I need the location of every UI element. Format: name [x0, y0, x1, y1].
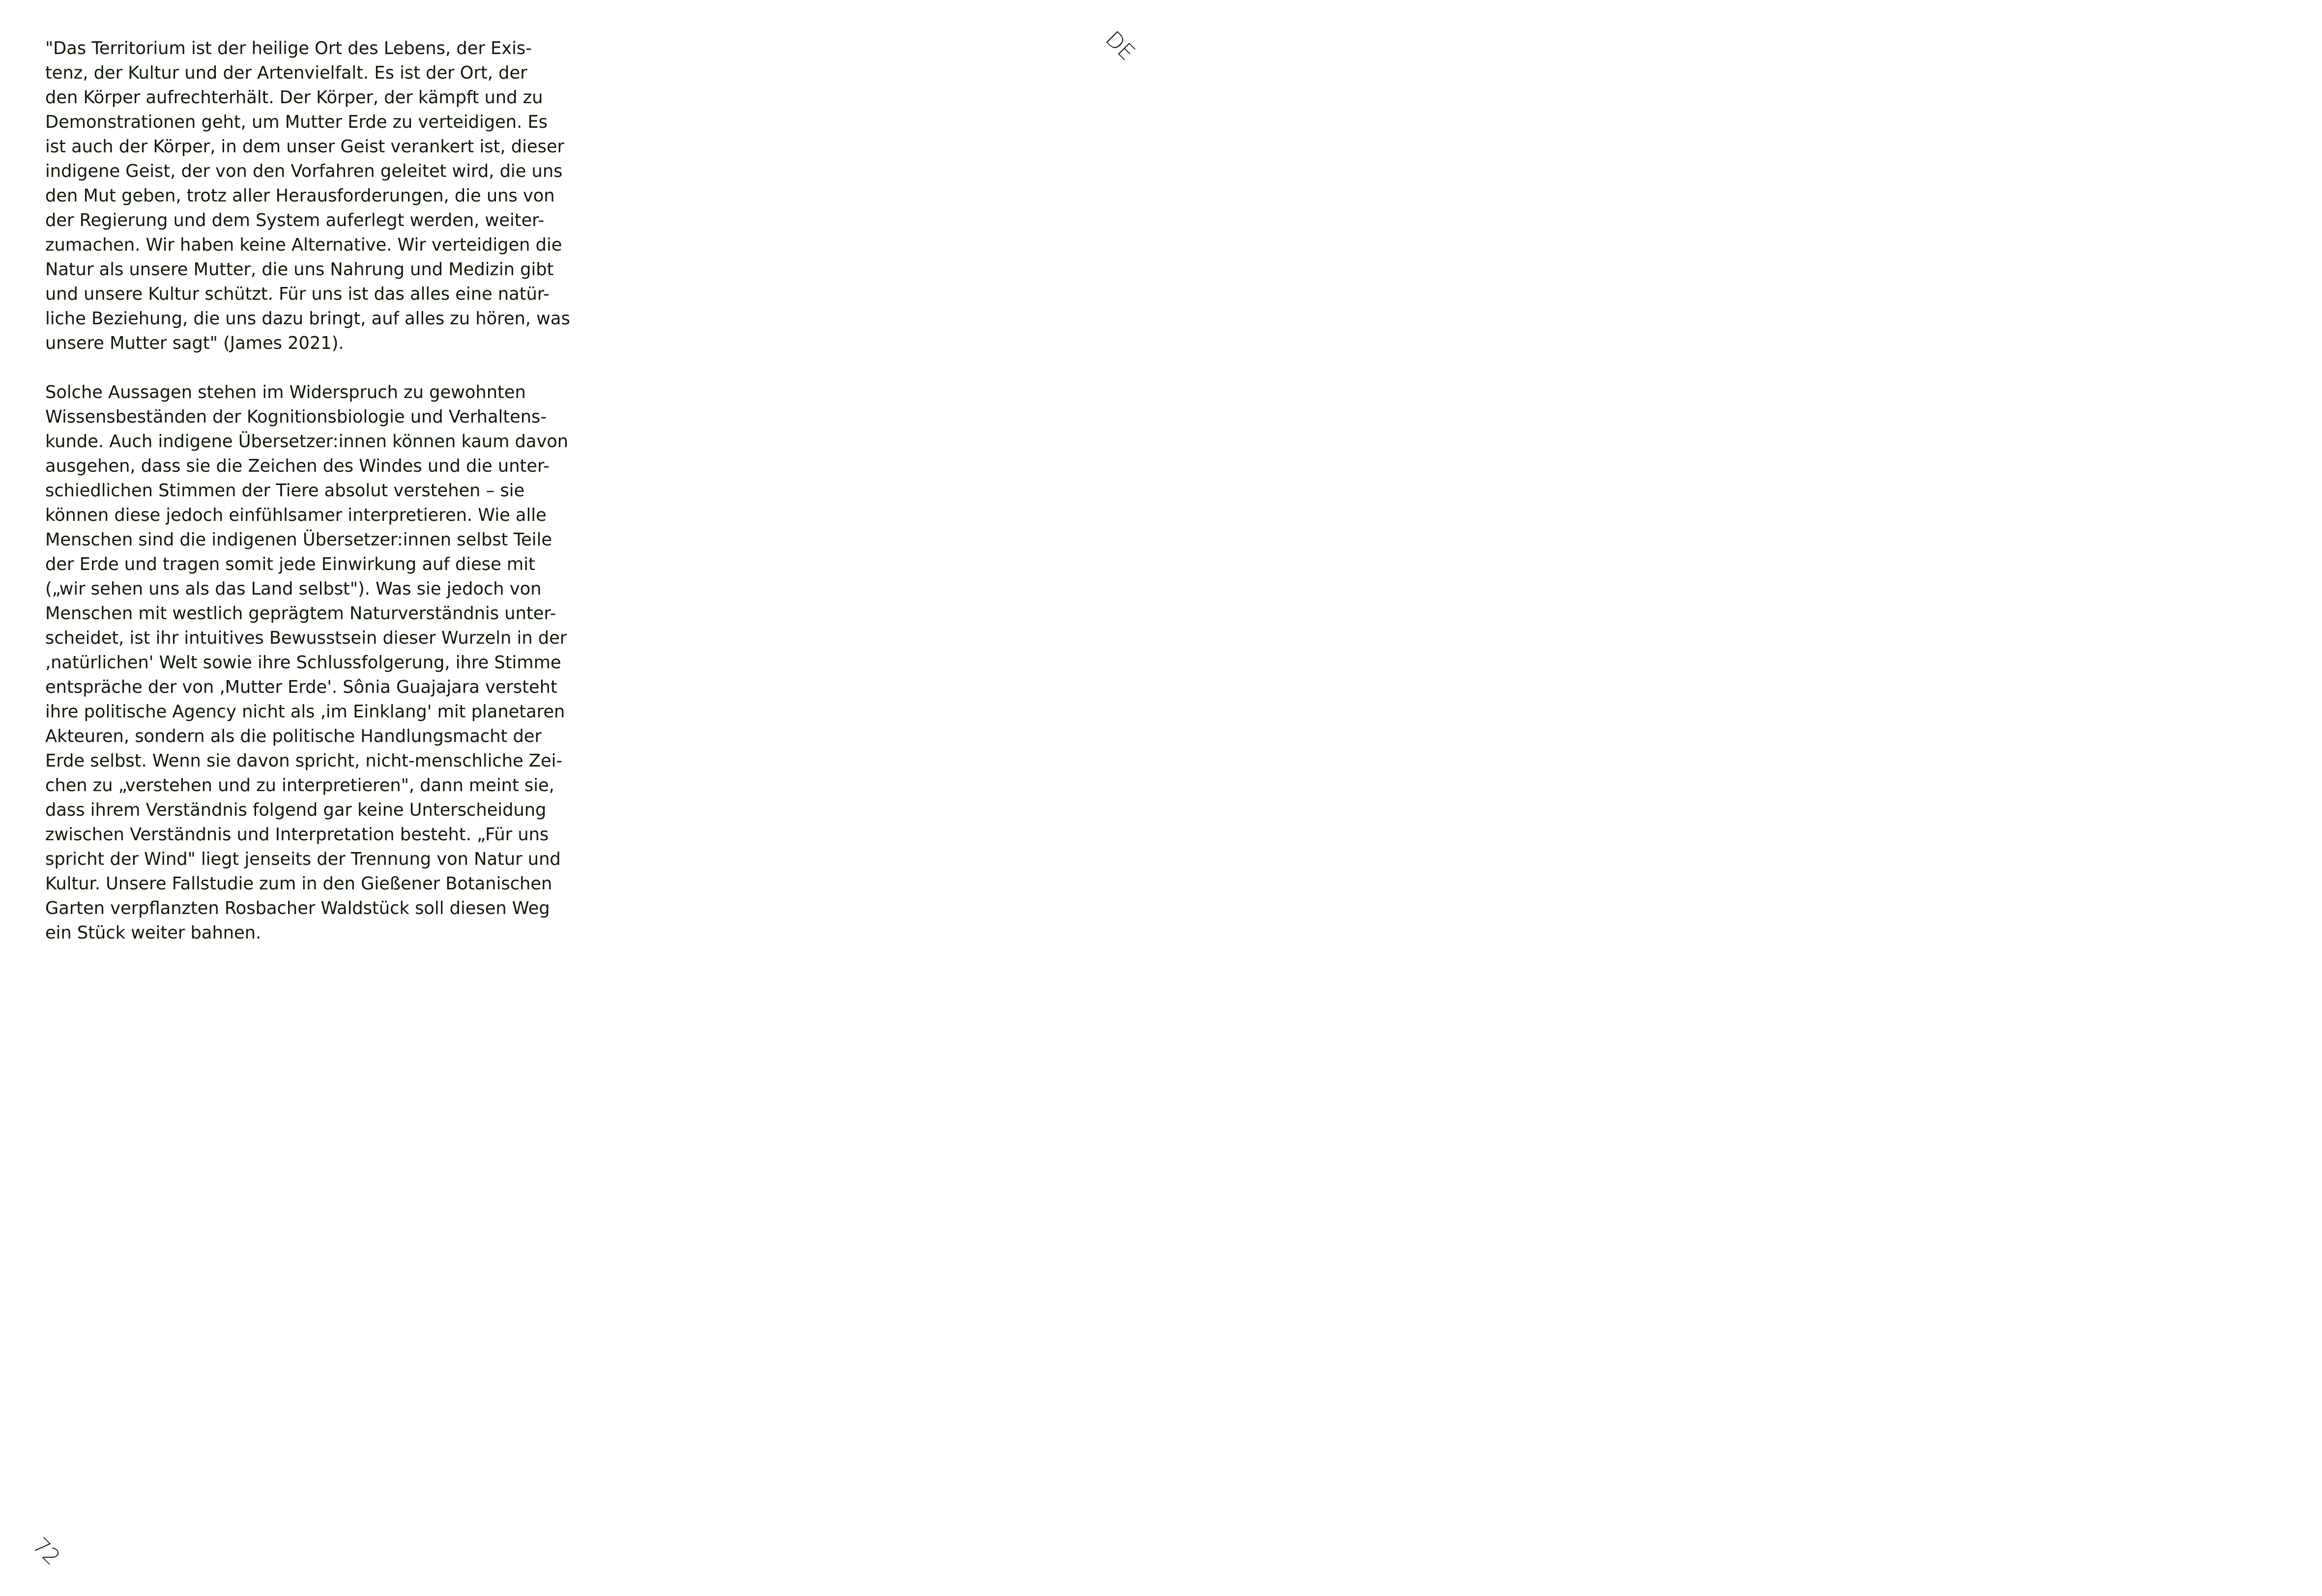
paragraph — [45, 36, 570, 356]
text-line: ein Stück weiter bahnen. — [45, 923, 261, 943]
text-line: Menschen sind die indigenen Übersetzer:innen selbst Teile — [45, 530, 552, 550]
text-line: („wir sehen uns als das Land selbst"). Was sie jedoch von — [45, 579, 542, 599]
page-number-left: 72 — [28, 1533, 65, 1570]
text-line: tenz, der Kultur und der Artenvielfalt. Es ist der Ort, der — [45, 63, 527, 83]
text-line: der Erde und tragen somit jede Einwirkung auf diese mit — [45, 554, 535, 574]
text-line: der Regierung und dem System auferlegt werden, weiter- — [45, 210, 545, 230]
text-line: Wissensbeständen der Kognitionsbiologie und Verhaltens- — [45, 407, 547, 427]
text-line: Solche Aussagen stehen im Widerspruch zu gewohnten — [45, 382, 526, 402]
text-line: Garten verpflanzten Rosbacher Waldstück soll diesen Weg — [45, 898, 550, 918]
text-line: entspräche der von ‚Mutter Erde'. Sônia Guajajara versteht — [45, 677, 557, 697]
text-line: ist auch der Körper, in dem unser Geist verankert ist, dieser — [45, 137, 565, 157]
left-text-column — [45, 36, 570, 945]
text-line: den Mut geben, trotz aller Herausforderungen, die uns von — [45, 186, 555, 206]
text-line: indigene Geist, der von den Vorfahren geleitet wird, die uns — [45, 161, 563, 181]
text-line: den Körper aufrechterhält. Der Körper, der kämpft und zu — [45, 87, 543, 108]
text-line: Demonstrationen geht, um Mutter Erde zu verteidigen. Es — [45, 112, 548, 132]
text-line: dass ihrem Verständnis folgend gar keine Unterscheidung — [45, 800, 547, 820]
text-line: liche Beziehung, die uns dazu bringt, auf alles zu hören, was — [45, 309, 570, 329]
text-line: können diese jedoch einfühlsamer interpretieren. Wie alle — [45, 505, 547, 525]
text-line: ihre politische Agency nicht als ‚im Einklang' mit planetaren — [45, 702, 565, 722]
paragraph — [45, 380, 569, 945]
text-line: Natur als unsere Mutter, die uns Nahrung und Medizin gibt — [45, 259, 554, 280]
text-line: unsere Mutter sagt" (James 2021). — [45, 333, 344, 353]
text-line: Akteuren, sondern als die politische Handlungsmacht der — [45, 726, 542, 746]
text-line: und unsere Kultur schützt. Für uns ist das alles eine natür- — [45, 284, 550, 304]
text-line: zumachen. Wir haben keine Alternative. Wir verteidigen die — [45, 235, 562, 255]
text-line: Menschen mit westlich geprägtem Naturverständnis unter- — [45, 603, 556, 624]
text-line: ‚natürlichen' Welt sowie ihre Schlussfolgerung, ihre Stimme — [45, 653, 561, 673]
text-line: scheidet, ist ihr intuitives Bewusstsein dieser Wurzeln in der — [45, 628, 567, 648]
text-line: ausgehen, dass sie die Zeichen des Windes und die unter- — [45, 456, 550, 476]
right-page — [1161, 0, 2322, 1596]
text-line: zwischen Verständnis und Interpretation besteht. „Für uns — [45, 825, 549, 845]
text-line: kunde. Auch indigene Übersetzer:innen können kaum davon — [45, 431, 569, 452]
text-line: schiedlichen Stimmen der Tiere absolut verstehen – sie — [45, 481, 525, 501]
text-line: "Das Territorium ist der heilige Ort des Lebens, der Exis- — [45, 38, 532, 58]
language-marker-de: DE — [1101, 26, 1140, 66]
text-line: chen zu „verstehen und zu interpretieren", dann meint sie, — [45, 775, 554, 796]
text-line: Erde selbst. Wenn sie davon spricht, nicht-menschliche Zei- — [45, 751, 563, 771]
text-line: Kultur. Unsere Fallstudie zum in den Gießener Botanischen — [45, 874, 552, 894]
text-line: spricht der Wind" liegt jenseits der Trennung von Natur und — [45, 849, 561, 869]
